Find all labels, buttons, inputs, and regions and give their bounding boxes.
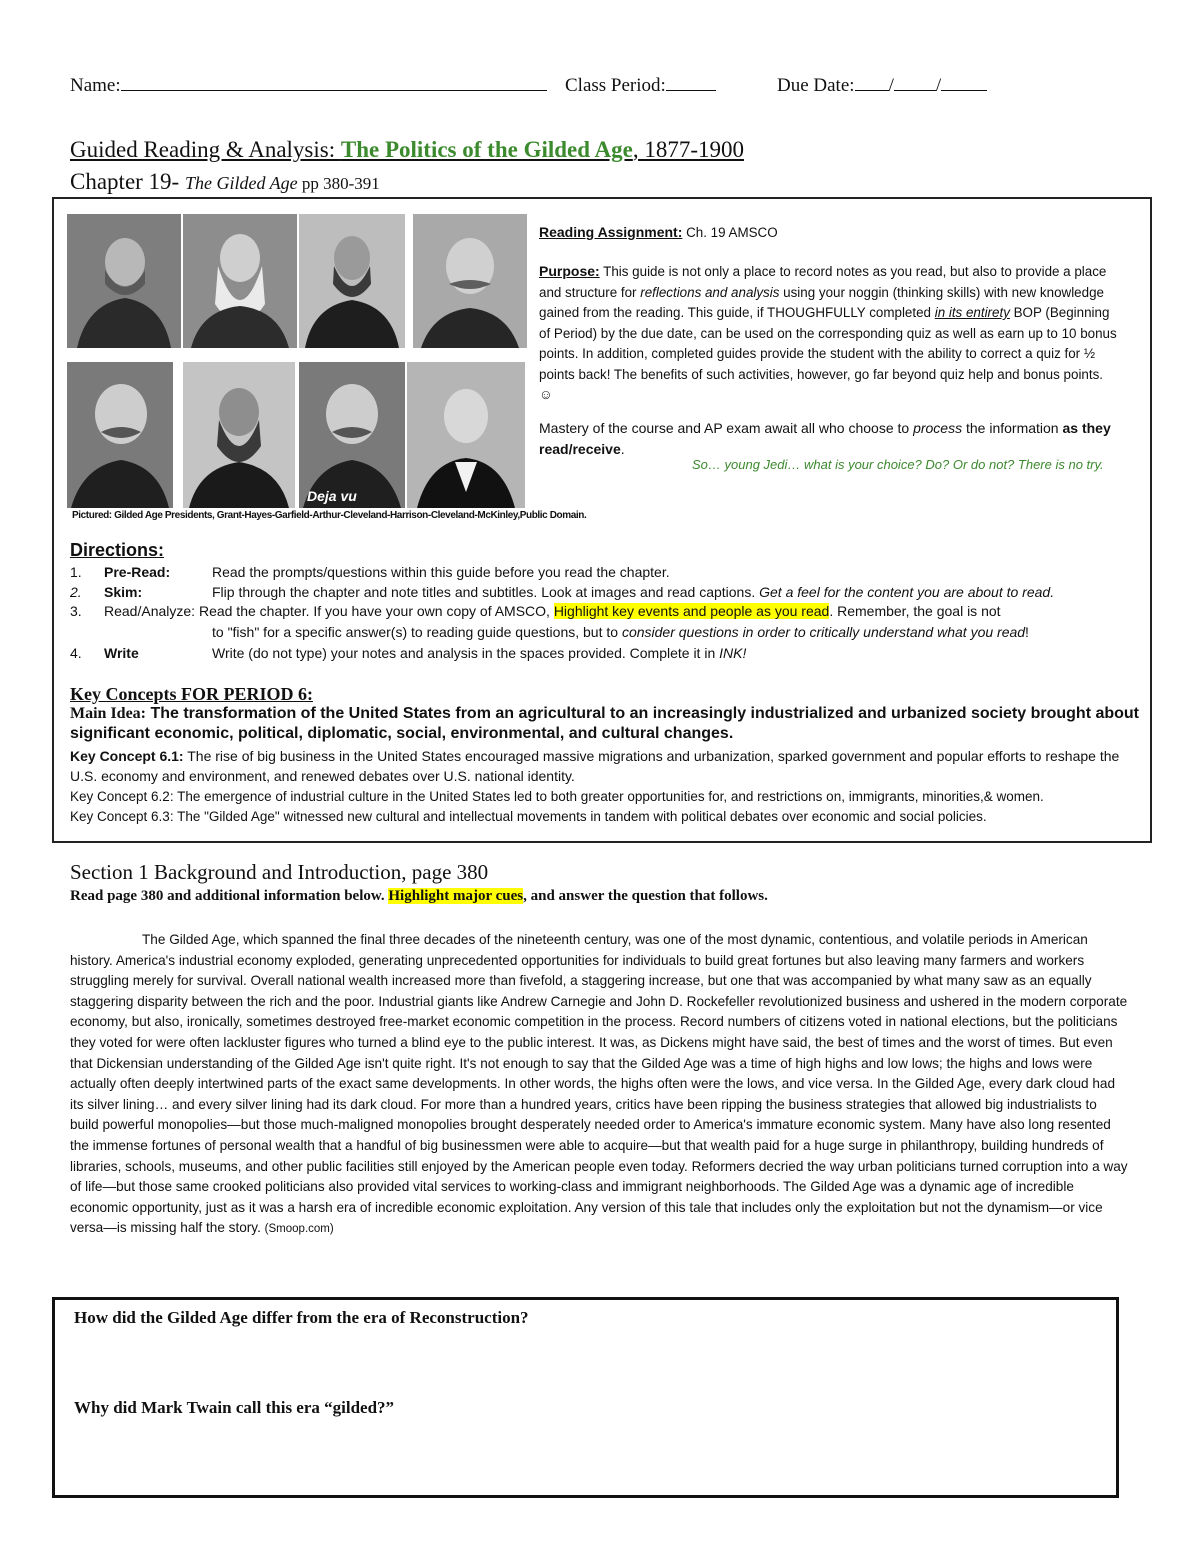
mastery-paragraph — [539, 418, 1119, 459]
section-title: Section 1 Background and Introduction, page 380 — [70, 860, 489, 884]
background-paragraph — [70, 930, 1128, 1240]
class-period-field[interactable] — [565, 74, 716, 97]
highlighted-text: Highlight major cues — [388, 888, 524, 904]
name-line[interactable] — [121, 74, 547, 91]
direction-text: INK! — [719, 645, 747, 661]
highlighted-text: Highlight key events and people as you read — [553, 603, 830, 619]
reading-assignment-value: Ch. 19 AMSCO — [682, 225, 778, 240]
direction-text: . Remember, the goal is not — [829, 603, 1001, 619]
directions-title: Directions: — [70, 540, 165, 560]
due-year-line[interactable] — [941, 74, 987, 91]
portrait-photo — [183, 362, 295, 508]
direction-label: Read/Analyze: — [104, 603, 196, 619]
citation: (Smoop.com) — [264, 1223, 334, 1236]
class-period-label: Class Period: — [565, 75, 666, 96]
direction-label: Skim: — [104, 584, 143, 600]
due-slash: / — [935, 75, 942, 96]
direction-text: to "fish" for a specific answer(s) to reading guide questions, but to — [212, 624, 622, 640]
mastery-text: Mastery of the course and AP exam await all who choose to — [539, 420, 914, 436]
name-label: Name: — [70, 75, 121, 96]
title-topic: The Politics of the Gilded Age — [340, 137, 633, 162]
direction-number: 2. — [70, 584, 82, 600]
section-instructions-text: Read page 380 and additional information below. — [70, 888, 389, 904]
section-instructions — [70, 888, 768, 905]
due-day-line[interactable] — [894, 74, 936, 91]
direction-item — [70, 603, 1001, 619]
portrait-photo — [299, 362, 405, 508]
direction-text: Read the prompts/questions within this guide before you read the chapter. — [212, 564, 670, 580]
mastery-text: the information — [962, 420, 1063, 436]
due-date-label: Due Date: — [777, 75, 855, 96]
portrait-photo — [413, 214, 527, 348]
direction-number: 1. — [70, 564, 82, 580]
direction-number: 3. — [70, 603, 82, 619]
name-field[interactable] — [70, 74, 547, 97]
portrait-photo — [299, 214, 405, 348]
key-concept-label: Key Concept 6.1: — [70, 748, 184, 764]
direction-item — [70, 584, 1054, 600]
main-idea-text: The transformation of the United States from an agricultural to an increasingly industrialized and urbanized society brought about significant economic, political, diplomatic, social, environmental, and cultural changes. — [70, 705, 1140, 742]
due-month-line[interactable] — [855, 74, 889, 91]
question-2: Why did Mark Twain call this era “gilded?” — [74, 1398, 395, 1417]
portrait-photo — [67, 362, 173, 508]
direction-label: Write — [104, 645, 139, 661]
chapter-name: The Gilded Age — [184, 173, 298, 193]
title-years: , 1877-1900 — [632, 137, 745, 162]
key-concept-text: The rise of big business in the United States encouraged massive migrations and urbanization, sparked government and popular efforts to reshape the U.S. economy and environment, and renewed debates over U.S. national identity. — [70, 748, 1120, 784]
purpose-text: in its entirety — [934, 305, 1010, 320]
page-title — [70, 137, 744, 163]
title-prefix: Guided Reading & Analysis: — [70, 137, 341, 162]
purpose-text: reflections and analysis — [640, 284, 780, 300]
portrait-photo — [407, 362, 525, 508]
jedi-quote: So… young Jedi… what is your choice? Do? Or do not? There is no try. — [692, 457, 1104, 472]
portrait-photo — [67, 214, 181, 348]
key-concept-6-3: Key Concept 6.3: The "Gilded Age" witnessed new cultural and intellectual movements in tandem with political debates over economic and social policies. — [70, 809, 987, 824]
direction-item — [70, 564, 670, 580]
deja-vu-label: Deja vu — [307, 488, 357, 504]
section-instructions-text: , and answer the question that follows. — [523, 888, 768, 904]
main-idea-label: Main Idea: — [70, 705, 146, 722]
paragraph-text: The Gilded Age, which spanned the final three decades of the nineteenth century, was one of the most dynamic, contentious, and volatile periods in American history. America's industrial economy exploded, generating unprecedented opportunities for individuals to build great fortunes but also leaving many farmers and workers struggling merely for survival. Overall national wealth increased more than fivefold, a staggering increase, but one that was accompanied by what many saw as an equally staggering disparity between the rich and the poor. Industrial giants like Andrew Carnegie and John D. Rockefeller revolutionized business and ushered in the modern corporate economy, but also, ironically, sometimes destroyed free-market economic competition in the process. Record numbers of citizens voted in national elections, but the politicians they voted for were often lackluster figures who turned a blind eye to the public interest. It was, as Dickens might have said, the best of times and the worst of times. But even that Dickensian understanding of the Gilded Age isn't quite right. It's not enough to say that the Gilded Age was a time of high highs and low lows; the highs and lows were actually often deeply intertwined parts of the exact same developments. In other words, the highs often were the lows, and vice versa. In the Gilded Age, every dark cloud had its silver lining… and every silver lining had its dark cloud. For more than a hundred years, critics have been ripping the business strategies that allowed big industrialists to build powerful monopolies—but those much-maligned monopolies brought desperately needed order to America's immature economic system. Many have also long resented the immense fortunes of personal wealth that a handful of big businessmen were able to acquire—but that wealth paid for a huge surge in philanthropy, building hundreds of libraries, schools, museums, and other public facilities still enjoyed by the American people even today. Reformers decried the way urban politicians turned corruption into a way of life—but those same crooked politicians also provided vital services to working-class and immigrant neighborhoods. The Gilded Age was a dynamic age of incredible economic opportunity, just as it was a harsh era of incredible economic exploitation. Any version of this tale that includes only the exploitation but not the dynamism—or vice versa—is missing half the story. — [70, 932, 1128, 1236]
chapter-label: Chapter 19- — [70, 169, 185, 194]
mastery-text: as they read/receive — [539, 420, 1111, 457]
key-concepts-title: Key Concepts FOR PERIOD 6: — [70, 684, 313, 704]
direction-text: Get a feel for the content you are about to read. — [759, 584, 1055, 600]
direction-number: 4. — [70, 645, 82, 661]
direction-text: Read the chapter. If you have your own copy of AMSCO, — [195, 603, 554, 619]
key-concept-6-1 — [70, 746, 1145, 786]
reading-assignment-label: Reading Assignment: — [539, 224, 683, 240]
key-concept-6-2: Key Concept 6.2: The emergence of industrial culture in the United States led to both greater opportunities for, and restrictions on, immigrants, minorities,& women. — [70, 789, 1044, 804]
portrait-photo — [183, 214, 297, 348]
direction-item — [70, 645, 746, 661]
purpose-label: Purpose: — [539, 263, 600, 279]
purpose-text: using your noggin (thinking skills) with new knowledge gained from the reading. This guide, if THOUGHFULLY completed — [539, 284, 1104, 320]
direction-text: ! — [1025, 624, 1029, 640]
chapter-pages: pp 380-391 — [297, 174, 380, 193]
purpose-text: BOP (Beginning of Period) by the due date, can be used on the corresponding quiz as well as earn up to 10 bonus points. In addition, completed guides provide the student with the ability to correct a quiz for ½ points back! The benefits of such activities, however, go far beyond quiz help and bonus points. ☺ — [539, 305, 1117, 402]
photo-caption: Pictured: Gilded Age Presidents, Grant-Hayes-Garfield-Arthur-Cleveland-Harrison-Cleveland-McKinley,Public Domain. — [72, 510, 587, 521]
chapter-heading — [70, 169, 380, 195]
class-period-line[interactable] — [666, 74, 716, 91]
purpose-paragraph — [539, 261, 1119, 406]
mastery-text: process — [913, 420, 963, 436]
due-date-field[interactable] — [777, 74, 987, 97]
direction-label: Pre-Read: — [104, 564, 171, 580]
main-idea — [70, 704, 1140, 744]
purpose-text: This guide is not only a place to record notes as you read, but also to provide a place and structure for — [539, 264, 1107, 300]
due-slash: / — [888, 75, 894, 96]
mastery-text: . — [620, 440, 625, 457]
direction-text: consider questions in order to critically understand what you read — [621, 624, 1026, 640]
direction-text: Flip through the chapter and note titles and subtitles. Look at images and read captions. — [212, 584, 760, 600]
question-1: How did the Gilded Age differ from the era of Reconstruction? — [74, 1308, 529, 1327]
direction-text: Write (do not type) your notes and analysis in the spaces provided. Complete it in — [212, 645, 720, 661]
reading-assignment — [539, 222, 1119, 244]
direction-item-continued — [212, 624, 1029, 640]
